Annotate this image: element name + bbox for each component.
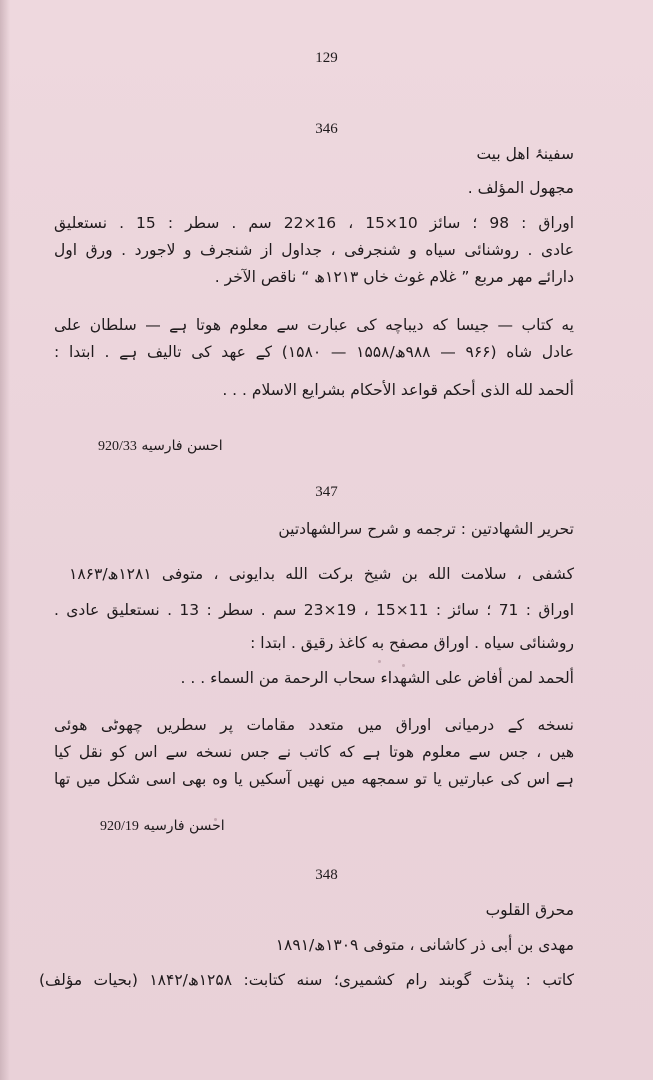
entry-347-note-line-3: ہے اس کی عبارتیں یا تو سمجهه میں نهیں آسکیں یا وه بھی اسی شکل میں تها [54, 770, 574, 788]
entry-346-desc-line-3: دارائے مهر مربع ” غلام غوث خاں ۱۲۱۳ھ “ ناقص الآخر . [214, 268, 574, 286]
entry-348-title: محرق القلوب [485, 901, 574, 919]
entry-346-title: سفینۂ اهل بیت [476, 145, 574, 163]
entry-347-note-line-1: نسخه کے درمیانی اوراق میں متعدد مقامات پر سطریں چھوٹی هوئی [54, 716, 574, 734]
entry-346-note-line-1: یه کتاب — جیسا که دیباچه کی عبارت سے معلوم هوتا ہے — سلطان علی [54, 316, 574, 334]
entry-347-title: تحریر الشهادتین : ترجمه و شرح سرالشهادتین [278, 520, 574, 538]
entry-number-347: 347 [315, 484, 338, 500]
entry-346-shelfmark [98, 438, 223, 455]
entry-347-shelfmark [100, 818, 225, 835]
entry-346-note-line-2: عادل شاه (۹۶۶ — ۹۸۸ھ/۱۵۵۸ — ۱۵۸۰) کے عهد کی تالیف ہے . ابتدا : [54, 343, 574, 361]
entry-number-348: 348 [315, 867, 338, 883]
entry-347-desc-line-2: روشنائی سیاه . اوراق مصفح به کاغذ رقیق . ابتدا : [250, 634, 574, 652]
entry-number-346: 346 [315, 121, 338, 137]
entry-347-desc-line-1: اوراق : 71 ؛ سائز : 11×15 ، 19×23 سم . سطر : 13 . نستعلیق عادی . [54, 601, 575, 619]
shelfmark-label: احسن فارسیه [143, 818, 225, 834]
entry-346-desc-line-1: اوراق : 98 ؛ سائز 10×15 ، 16×22 سم . سطر : 15 . نستعلیق [54, 214, 575, 232]
paper-speck [378, 660, 381, 663]
entry-348-scribe: کاتب : پنڈت گوبند رام کشمیری؛ سنه کتابت: ۱۲۵۸ھ/۱۸۴۲ (بحیات مؤلف) [39, 971, 574, 989]
paper-speck [402, 664, 405, 667]
entry-346-desc-line-2: عادی . روشنائی سیاه و شنجرفی ، جداول از شنجرف و لاجورد . ورق اول [54, 241, 574, 259]
entry-347-incipit: ألحمد لمن أفاض علی الشهداء سحاب الرحمة من السماء . . . [180, 669, 574, 687]
paper-speck [214, 818, 217, 821]
shelfmark-number: 920/33 [98, 439, 137, 454]
shelfmark-number: 920/19 [100, 819, 139, 834]
page-edge-shadow [0, 0, 10, 1080]
shelfmark-label: احسن فارسیه [141, 438, 223, 454]
entry-347-author: کشفی ، سلامت الله بن شیخ برکت الله بدایونی ، متوفی ۱۲۸۱ھ/۱۸۶۳ [69, 565, 574, 583]
entry-348-author: مهدی بن أبی ذر کاشانی ، متوفی ۱۳۰۹ھ/۱۸۹۱ [275, 936, 574, 954]
entry-346-author: مجهول المؤلف . [467, 179, 574, 197]
entry-346-incipit: ألحمد لله الذی أحکم قواعد الأحکام بشرایع الاسلام . . . [222, 381, 574, 399]
page-number: 129 [315, 50, 338, 66]
entry-347-note-line-2: هیں ، جس سے معلوم هوتا ہے که کاتب نے جس نسخه سے اس کو نقل کیا [54, 743, 574, 761]
